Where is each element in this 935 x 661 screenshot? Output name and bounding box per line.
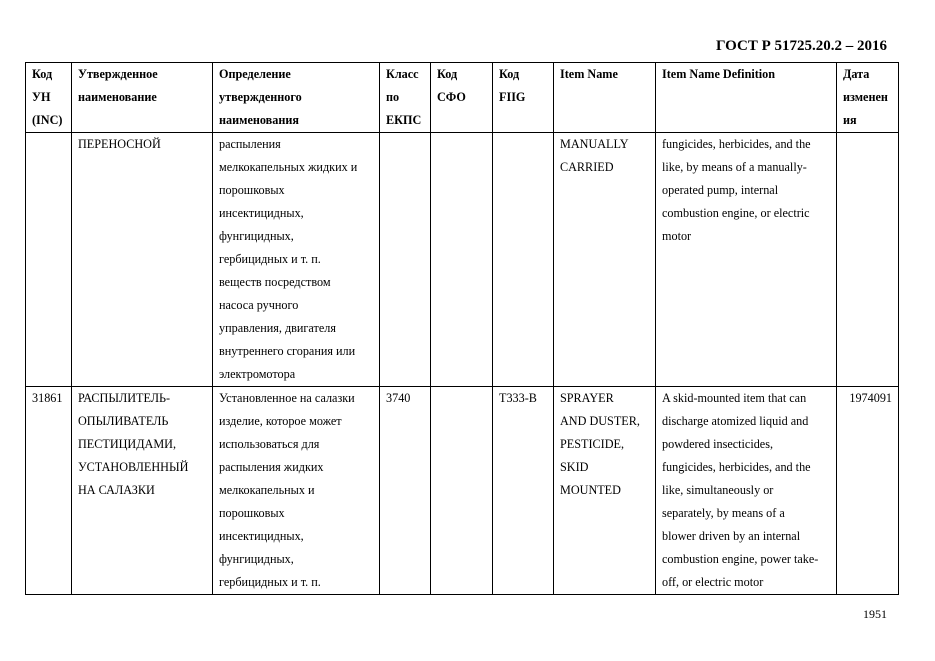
cell-fiig-code — [493, 133, 554, 387]
cell-ekps-class — [380, 133, 431, 387]
cell-sfo-code — [431, 387, 493, 595]
cell-item-name: SPRAYER AND DUSTER, PESTICIDE, SKID MOUNTED — [554, 387, 656, 595]
cell-name-definition: распыления мелкокапельных жидких и порошковых инсектицидных, фунгицидных, гербицидных и т. п. веществ посредством насоса ручного управления, двигателя внутреннего сгорания или электромотора — [213, 133, 380, 387]
table-row — [26, 133, 899, 387]
cell-item-name-definition: A skid-mounted item that can discharge atomized liquid and powdered insecticides, fungicides, herbicides, and the like, simultaneously or separately, by means of a blower driven by an internal combustion engine, power take- off, or electric motor — [656, 387, 837, 595]
header-item-name: Item Name — [554, 63, 656, 133]
header-name-definition: Определение утвержденного наименования — [213, 63, 380, 133]
cell-sfo-code — [431, 133, 493, 387]
table-row — [26, 387, 899, 595]
header-fiig-code: Код FIIG — [493, 63, 554, 133]
header-sfo-code: Код СФО — [431, 63, 493, 133]
cell-inc-code: 31861 — [26, 387, 72, 595]
cell-fiig-code: T333-B — [493, 387, 554, 595]
cell-item-name: MANUALLY CARRIED — [554, 133, 656, 387]
cell-name-definition: Установленное на салазки изделие, которое может использоваться для распыления жидких мелкокапельных и порошковых инсектицидных, фунгицидных, гербицидных и т. п. — [213, 387, 380, 595]
cell-approved-name: ПЕРЕНОСНОЙ — [72, 133, 213, 387]
header-approved-name: Утвержденное наименование — [72, 63, 213, 133]
cell-inc-code — [26, 133, 72, 387]
table-header-row — [26, 63, 899, 133]
cell-ekps-class: 3740 — [380, 387, 431, 595]
classifier-table — [25, 62, 899, 595]
header-inc-code: Код УН (INC) — [26, 63, 72, 133]
cell-change-date: 1974091 — [837, 387, 899, 595]
cell-item-name-definition: fungicides, herbicides, and the like, by means of a manually- operated pump, internal combustion engine, or electric motor — [656, 133, 837, 387]
header-item-name-definition: Item Name Definition — [656, 63, 837, 133]
page-number: 1951 — [863, 607, 887, 621]
header-ekps-class: Класс по ЕКПС — [380, 63, 431, 133]
header-change-date: Дата изменен ия — [837, 63, 899, 133]
document-code: ГОСТ Р 51725.20.2 – 2016 — [715, 38, 887, 54]
cell-change-date — [837, 133, 899, 387]
cell-approved-name: РАСПЫЛИТЕЛЬ- ОПЫЛИВАТЕЛЬ ПЕСТИЦИДАМИ, УСТАНОВЛЕННЫЙ НА САЛАЗКИ — [72, 387, 213, 595]
